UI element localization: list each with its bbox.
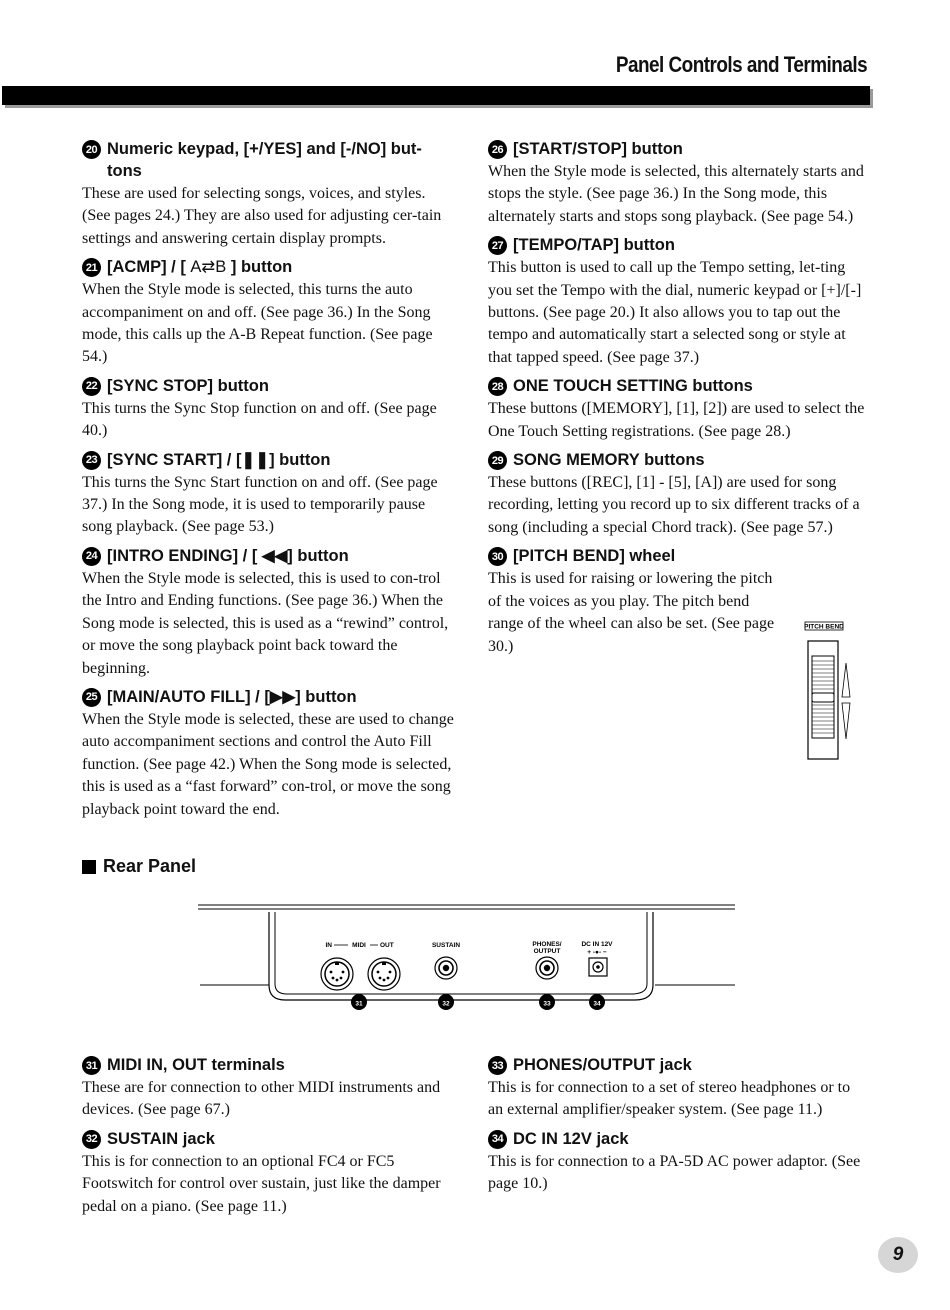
item-title: PHONES/OUTPUT jack [513, 1056, 692, 1074]
number-badge: 20 [82, 140, 101, 159]
midi-out-label: OUT [380, 942, 394, 949]
item-21 [82, 256, 457, 369]
rear-panel-illustration [195, 900, 740, 1015]
item-title: [INTRO ENDING] / [ ◀◀] button [107, 546, 349, 565]
number-badge: 32 [82, 1130, 101, 1149]
item-body: This is for connection to an optional FC4 or FC5 Footswitch for control over sustain, just like the damper pedal on a piano. (See page 11.) [82, 1152, 441, 1215]
right-column [488, 138, 868, 664]
number-badge: 23 [82, 451, 101, 470]
item-title: ONE TOUCH SETTING buttons [513, 377, 753, 396]
item-title: [SYNC START] / [❚❚] button [107, 450, 331, 469]
item-body: This turns the Sync Start function on and off. (See page 37.) In the Song mode, it is used to temporarily pause song playback. (See page 53.) [82, 473, 438, 536]
dc-in-jack [589, 958, 607, 976]
output-label: OUTPUT [533, 948, 561, 955]
svg-text:34: 34 [593, 1000, 601, 1008]
item-body: When the Style mode is selected, these are used to change auto accompaniment sections and control the Auto Fill function. (See page 42.) When the Song mode is selected, this is used as a “fast forward” con-trol, or move the song playback point toward the end. [82, 710, 454, 818]
bottom-right-column [488, 1054, 868, 1202]
item-31 [82, 1054, 457, 1122]
number-badge: 26 [488, 140, 507, 159]
item-title: DC IN 12V jack [513, 1129, 629, 1148]
item-body: This is for connection to a set of stereo headphones or to an external amplifier/speaker system. (See page 11.) [488, 1079, 851, 1119]
page-number: 9 [878, 1237, 918, 1273]
ab-repeat-symbol: A⇄B [190, 258, 227, 277]
item-title: [SYNC STOP] button [107, 376, 269, 395]
pitch-bend-wheel-illustration [802, 621, 852, 761]
item-28 [488, 375, 868, 443]
callout-34 [589, 994, 605, 1010]
callout-33 [539, 994, 555, 1010]
up-arrow-icon [842, 663, 850, 697]
bottom-left-column [82, 1054, 457, 1224]
sustain-jack [435, 957, 457, 979]
pitch-bend-label: PITCH BEND [804, 623, 844, 631]
item-title: Numeric keypad, [+/YES] and [-/NO] but- tons [107, 140, 422, 180]
item-body: This button is used to call up the Tempo setting, let-ting you set the Tempo with the dial, numeric keypad or [+]/[-] buttons. (See page 20.) It also allows you to tap out the tempo and automatically start a selected song or style at that tapped speed. (See page 37.) [488, 259, 862, 366]
item-body: When the Style mode is selected, this alternately starts and stops the style. (See page 36.) In the Song mode, this alternately starts and stops song playback. (See page 54.) [488, 163, 864, 225]
item-22 [82, 375, 457, 443]
item-body: When the Style mode is selected, this is used to con-trol the Intro and Ending functions. (See page 36.) When the Song mode is selected, this is used as a “rewind” control, or move the song playback point back toward the beginning. [82, 569, 449, 677]
item-body: This is for connection to a PA-5D AC power adaptor. (See page 10.) [488, 1152, 861, 1193]
wheel-center-notch [812, 693, 834, 702]
down-arrow-icon [842, 703, 850, 739]
number-badge: 27 [488, 236, 507, 255]
item-34 [488, 1128, 868, 1196]
header-bar [2, 86, 870, 105]
item-title: MIDI IN, OUT terminals [107, 1056, 285, 1074]
item-32 [82, 1128, 457, 1218]
item-title: [PITCH BEND] wheel [513, 547, 676, 566]
callout-32 [438, 994, 454, 1010]
svg-text:33: 33 [543, 1000, 551, 1008]
item-title: [MAIN/AUTO FILL] / [▶▶] button [107, 687, 357, 706]
midi-in-label: IN [325, 942, 332, 949]
number-badge: 22 [82, 377, 101, 396]
svg-text:32: 32 [442, 1000, 450, 1008]
square-bullet-icon [82, 860, 96, 874]
number-badge: 28 [488, 377, 507, 396]
item-title: [TEMPO/TAP] button [513, 236, 675, 255]
callout-31 [351, 994, 367, 1010]
item-body: When the Style mode is selected, this turns the auto accompaniment on and off. (See page 36.) In the Song mode, this calls up the A-B Repeat function. (See page 54.) [82, 281, 433, 366]
item-body: These are for connection to other MIDI instruments and devices. (See page 67.) [82, 1079, 441, 1119]
item-body: These are used for selecting songs, voices, and styles. (See pages 24.) They are also used for adjusting cer-tain settings and answering certain display prompts. [82, 185, 442, 247]
number-badge: 34 [488, 1130, 507, 1149]
number-badge: 30 [488, 547, 507, 566]
number-badge: 24 [82, 547, 101, 566]
number-badge: 21 [82, 258, 101, 277]
item-20 [82, 138, 457, 250]
number-badge: 31 [82, 1056, 101, 1075]
item-24 [82, 545, 457, 680]
left-column [82, 138, 457, 827]
item-23 [82, 449, 457, 539]
svg-text:31: 31 [355, 1000, 363, 1008]
item-29 [488, 449, 868, 539]
number-badge: 33 [488, 1056, 507, 1075]
midi-label: MIDI [352, 942, 366, 949]
midi-out-socket [368, 958, 400, 990]
page-header-title: Panel Controls and Terminals [615, 52, 867, 77]
item-25 [82, 686, 457, 821]
number-badge: 25 [82, 688, 101, 707]
phones-output-jack [536, 957, 558, 979]
midi-in-socket [321, 958, 353, 990]
item-body: These buttons ([MEMORY], [1], [2]) are used to select the One Touch Setting registrations. (See page 28.) [488, 400, 865, 440]
item-body: This turns the Sync Stop function on and off. (See page 40.) [82, 399, 437, 440]
item-33 [488, 1054, 868, 1122]
item-title: SUSTAIN jack [107, 1129, 215, 1148]
item-body: These buttons ([REC], [1] - [5], [A]) are used for song recording, letting you record up to six different tracks of a song (including a special Chord track). (See page 57.) [488, 474, 860, 536]
rear-panel-heading: Rear Panel [82, 856, 196, 877]
item-title: [START/STOP] button [513, 140, 683, 158]
dc-in-label: DC IN 12V [581, 941, 613, 948]
sustain-label: SUSTAIN [431, 942, 461, 949]
number-badge: 29 [488, 451, 507, 470]
item-26 [488, 138, 868, 228]
polarity-icon: + -●- − [587, 949, 607, 956]
phones-label: PHONES/ [532, 941, 562, 948]
item-title: SONG MEMORY buttons [513, 451, 705, 470]
item-body: This is used for raising or lowering the pitch of the voices as you play. The pitch bend range of the wheel can also be set. (See page 30.) [488, 570, 775, 655]
item-title: [ACMP] / [ A⇄B ] button [107, 258, 293, 277]
item-27 [488, 234, 868, 369]
